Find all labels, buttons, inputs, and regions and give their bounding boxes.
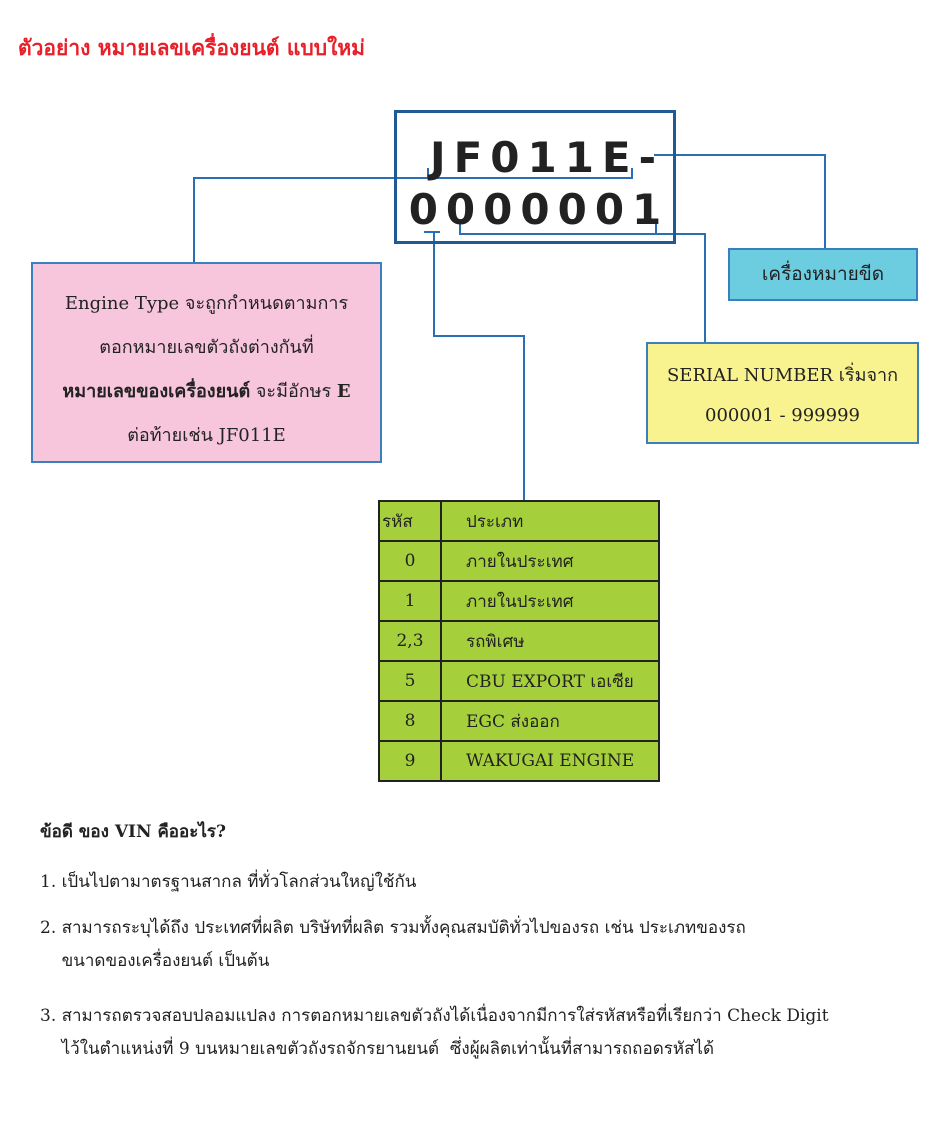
engine-number-line2: 0000001 <box>408 185 670 234</box>
engine-type-line1: Engine Type จะถูกกำหนดตามการ <box>64 293 349 314</box>
table-row <box>379 621 659 661</box>
table-cell-code: 2,3 <box>379 621 441 661</box>
vin-point-line: 1. เป็นไปตามาตรฐานสากล ที่ทั่วโลกส่วนใหญ่ใช้กัน <box>40 872 417 892</box>
table-cell-type: WAKUGAI ENGINE <box>441 741 659 781</box>
engine-number-box <box>394 110 676 244</box>
dash-box: เครื่องหมายขีด <box>728 248 918 301</box>
serial-line2: 000001 - 999999 <box>705 405 860 426</box>
table-row <box>379 661 659 701</box>
engine-type-bold: หมายเลขของเครื่องยนต์ <box>62 381 251 402</box>
engine-type-line2: ตอกหมายเลขตัวถังต่างกันที่ <box>99 337 314 358</box>
vin-point-line: 2. สามารถระบุได้ถึง ประเทศที่ผลิต บริษัทที่ผลิต รวมทั้งคุณสมบัติทั่วไปของรถ เช่น ประเภทของรถ <box>40 918 746 938</box>
engine-type-line3 <box>33 370 380 414</box>
vin-point-3 <box>40 1000 829 1066</box>
engine-number-line1: JF011E- <box>429 133 665 182</box>
table-cell-code: 1 <box>379 581 441 621</box>
connector-type-table <box>434 232 524 500</box>
table-cell-type: EGC ส่งออก <box>441 701 659 741</box>
table-cell-type: ภายในประเทศ <box>441 541 659 581</box>
table-row <box>379 581 659 621</box>
serial-number-box <box>646 342 919 444</box>
connector-engine-type <box>194 168 428 263</box>
table-cell-code: 5 <box>379 661 441 701</box>
vin-point-2 <box>40 912 746 978</box>
engine-type-rest: จะมีอักษร <box>250 381 337 402</box>
table-row <box>379 741 659 781</box>
table-row <box>379 541 659 581</box>
page-title: ตัวอย่าง หมายเลขเครื่องยนต์ แบบใหม่ <box>18 36 366 60</box>
type-code-table <box>378 500 660 782</box>
vin-point-line: ไว้ในตำแหน่งที่ 9 บนหมายเลขตัวถังรถจักรยานยนต์ ซึ่งผู้ผลิตเท่านั้นที่สามารถถอดรหัสได้ <box>40 1039 715 1059</box>
table-cell-code: 9 <box>379 741 441 781</box>
vin-point-line: 3. สามารถตรวจสอบปลอมแปลง การตอกหมายเลขตัวถังได้เนื่องจากมีการใส่รหัสหรือที่เรียกว่า Check Digit <box>40 1006 829 1026</box>
table-header-row <box>379 501 659 541</box>
table-header-type: ประเภท <box>441 501 659 541</box>
engine-type-box <box>31 262 382 463</box>
vin-heading: ข้อดี ของ VIN คืออะไร? <box>40 822 227 842</box>
table-header-code: รหัส <box>379 501 441 541</box>
engine-type-letter: E <box>336 381 351 402</box>
connector-serial <box>656 234 705 342</box>
table-cell-code: 0 <box>379 541 441 581</box>
table-cell-code: 8 <box>379 701 441 741</box>
table-cell-type: รถพิเศษ <box>441 621 659 661</box>
table-row <box>379 701 659 741</box>
engine-type-line4: ต่อท้ายเช่น JF011E <box>127 425 286 446</box>
vin-point-1 <box>40 866 416 899</box>
serial-line1: SERIAL NUMBER เริ่มจาก <box>666 365 899 386</box>
vin-point-line: ขนาดของเครื่องยนต์ เป็นต้น <box>40 951 270 971</box>
table-cell-type: CBU EXPORT เอเซีย <box>441 661 659 701</box>
table-cell-type: ภายในประเทศ <box>441 581 659 621</box>
